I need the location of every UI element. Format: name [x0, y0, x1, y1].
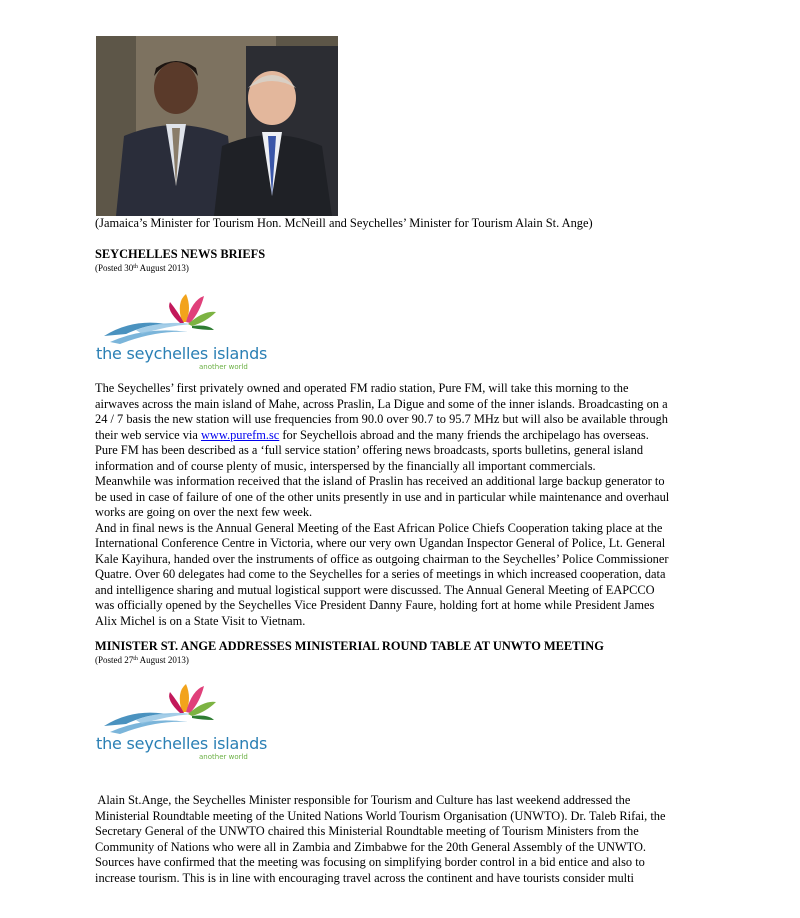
text-line: International Conference Centre in Victoria, where our very own Ugandan Inspector General of Police, Lt. General [95, 536, 666, 550]
posted-date [95, 655, 189, 665]
text-line: Meanwhile was information received that the island of Praslin has received an additional large backup generator to [95, 474, 665, 488]
ministers-photo [96, 36, 338, 216]
section-heading-unwto: MINISTER ST. ANGE ADDRESSES MINISTERIAL ROUND TABLE AT UNWTO MEETING [95, 639, 604, 653]
seychelles-logo-mark [96, 290, 246, 346]
seychelles-logo-mark [96, 680, 246, 736]
posted-date-suffix: August 2013) [137, 655, 189, 665]
text-line: Ministerial Roundtable meeting of the United Nations World Tourism Organisation (UNWTO). Dr. Taleb Rifai, the [95, 808, 666, 823]
text-line: Alain St.Ange, the Seychelles Minister responsible for Tourism and Culture has last weekend addressed the [95, 793, 631, 807]
seychelles-logo [96, 680, 268, 762]
posted-date-suffix: August 2013) [137, 263, 189, 273]
posted-date-prefix: (Posted 27 [95, 655, 134, 665]
logo-title: the seychelles islands [96, 344, 268, 363]
web-line-before: their web service via [95, 427, 201, 442]
text-line: was officially opened by the Seychelles Vice President Danny Faure, holding fort at home while President James [95, 598, 655, 612]
ministers-photo-drawing [96, 36, 338, 216]
photo-caption: (Jamaica’s Minister for Tourism Hon. McNeill and Seychelles’ Minister for Tourism Alain St. Ange) [95, 216, 593, 230]
text-line: Community of Nations who were all in Zambia and Zimbabwe for the 20th General Assembly of the UNWTO. [95, 839, 647, 854]
news-briefs-body [95, 381, 715, 629]
text-line: Quatre. Over 60 delegates had come to the Seychelles for a series of meetings in which increased cooperation, data [95, 567, 666, 581]
text-line: works are going on over the next few week. [95, 505, 313, 519]
logo-tagline: another world [199, 363, 248, 371]
logo-title: the seychelles islands [96, 734, 268, 753]
text-line: be used in case of failure of one of the other units presently in use and in particular while maintenance and overhaul [95, 489, 670, 504]
section-heading-news-briefs: SEYCHELLES NEWS BRIEFS [95, 247, 266, 261]
text-line: increase tourism. This is in line with encouraging travel across the continent and have tourists consider multi [95, 870, 634, 885]
seychelles-logo [96, 290, 268, 372]
text-line: and intelligence sharing and mutual logistical support were discussed. The Annual General Meeting of EAPCCO [95, 582, 655, 597]
text-line: 24 / 7 basis the new station will use frequencies from 90.0 over 90.7 to 95.7 MHz but will also be available through [95, 412, 668, 426]
text-line: Secretary General of the UNWTO chaired this Ministerial Roundtable meeting of Tourism Ministers from the [95, 824, 639, 838]
text-line: The Seychelles’ first privately owned and operated FM radio station, Pure FM, will take this morning to the [95, 381, 629, 395]
unwto-body [95, 793, 715, 886]
text-line: Sources have confirmed that the meeting was focusing on simplifying border control in a bid entice and also to [95, 855, 645, 869]
text-line-with-link [95, 428, 715, 444]
posted-date-suffix-sup: th [133, 264, 138, 270]
text-line: Alix Michel is on a State Visit to Vietnam. [95, 613, 306, 628]
text-line: Pure FM has been described as a ‘full service station’ offering news broadcasts, sports bulletins, general island [95, 443, 644, 457]
text-line: Kale Kayihura, handed over the instruments of office as outgoing chairman to the Seychelles’ Police Commissioner [95, 551, 669, 566]
posted-date-suffix-sup: th [133, 656, 138, 662]
text-line: airwaves across the main island of Mahe, across Praslin, La Digue and some of the inner islands. Broadcasting on a [95, 396, 668, 411]
text-line: information and of course plenty of music, interspersed by the financially all important commercials. [95, 458, 596, 473]
logo-tagline: another world [199, 753, 248, 761]
text-line: And in final news is the Annual General Meeting of the East African Police Chiefs Cooperation taking place at the [95, 520, 663, 535]
web-line-after: for Seychellois abroad and the many friends the archipelago has overseas. [279, 427, 649, 442]
posted-date-prefix: (Posted 30 [95, 263, 134, 273]
purefm-link[interactable]: www.purefm.sc [200, 427, 280, 442]
posted-date [95, 263, 189, 273]
